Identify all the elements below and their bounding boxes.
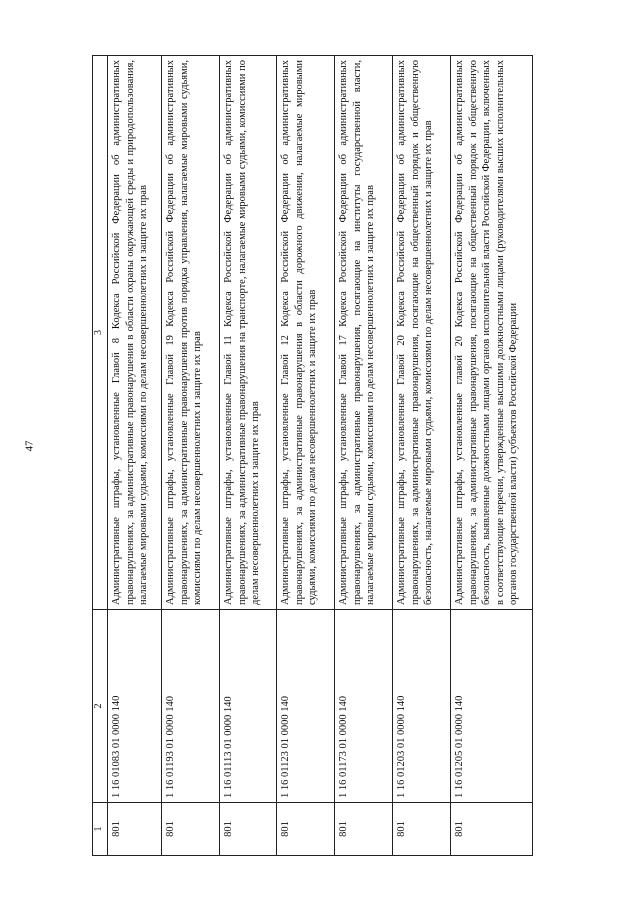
table-header-row	[93, 56, 108, 856]
table-row	[162, 56, 220, 856]
income-code: 1 16 01205 01 0000 140	[451, 610, 533, 803]
page-number: 47	[23, 440, 36, 452]
description: Административные штрафы, установленные Главой 20 Кодекса Российской Федерации об административных правонарушениях, за административные правонарушения, посягающие на общественный порядок и общественную безопасность, налагаемые мировыми судьями, комиссиями по делам несовершеннолетних и защите их прав	[393, 56, 451, 610]
header-col-1: 1	[93, 803, 108, 856]
description: Административные штрафы, установленные главой 20 Кодекса Российской Федерации об административных правонарушениях, за административные правонарушения, посягающие на общественный порядок и общественную безопасность, выявленные должностными лицами органов исполнительной власти Российской Федерации, включенных в соответствующие перечни, утвержденные высшими должностными лицами (руководителями высших исполнительных органов государственной власти) субъектов Российской Федерации	[451, 56, 533, 610]
table-row	[108, 56, 162, 856]
table-row	[393, 56, 451, 856]
income-code: 1 16 01083 01 0000 140	[108, 610, 162, 803]
admin-code: 801	[220, 803, 277, 856]
description: Административные штрафы, установленные Главой 11 Кодекса Российской Федерации об административных правонарушениях, за административные правонарушения на транспорте, налагаемые мировыми судьями, комиссиями по делам несовершеннолетних и защите их прав	[220, 56, 277, 610]
header-col-3: 3	[93, 56, 108, 610]
admin-code: 801	[335, 803, 393, 856]
income-code: 1 16 01173 01 0000 140	[335, 610, 393, 803]
admin-code: 801	[451, 803, 533, 856]
description: Административные штрафы, установленные Главой 12 Кодекса Российской Федерации об административных правонарушениях, за административные правонарушения в области дорожного движения, налагаемые мировыми судьями, комиссиями по делам несовершеннолетних и защите их прав	[277, 56, 335, 610]
header-col-2: 2	[93, 610, 108, 803]
rotated-table-container	[92, 56, 532, 856]
admin-code: 801	[108, 803, 162, 856]
admin-code: 801	[162, 803, 220, 856]
table-row	[451, 56, 533, 856]
income-codes-table	[92, 55, 533, 856]
income-code: 1 16 01203 01 0000 140	[393, 610, 451, 803]
income-code: 1 16 01113 01 0000 140	[220, 610, 277, 803]
income-code: 1 16 01193 01 0000 140	[162, 610, 220, 803]
description: Административные штрафы, установленные Главой 19 Кодекса Российской Федерации об административных правонарушениях, за административные правонарушения против порядка управления, налагаемые мировыми судьями, комиссиями по делам несовершеннолетних и защите их прав	[162, 56, 220, 610]
description: Административные штрафы, установленные Главой 8 Кодекса Российской Федерации об административных правонарушениях, за административные правонарушения в области охраны окружающей среды и природопользования, налагаемые мировыми судьями, комиссиями по делам несовершеннолетних и защите их прав	[108, 56, 162, 610]
admin-code: 801	[393, 803, 451, 856]
income-code: 1 16 01123 01 0000 140	[277, 610, 335, 803]
table-row	[277, 56, 335, 856]
table-row	[335, 56, 393, 856]
admin-code: 801	[277, 803, 335, 856]
description: Административные штрафы, установленные Главой 17 Кодекса Российской Федерации об административных правонарушениях, за административные правонарушения, посягающие на институты государственной власти, налагаемые мировыми судьями, комиссиями по делам несовершеннолетних и защите их прав	[335, 56, 393, 610]
table-row	[220, 56, 277, 856]
